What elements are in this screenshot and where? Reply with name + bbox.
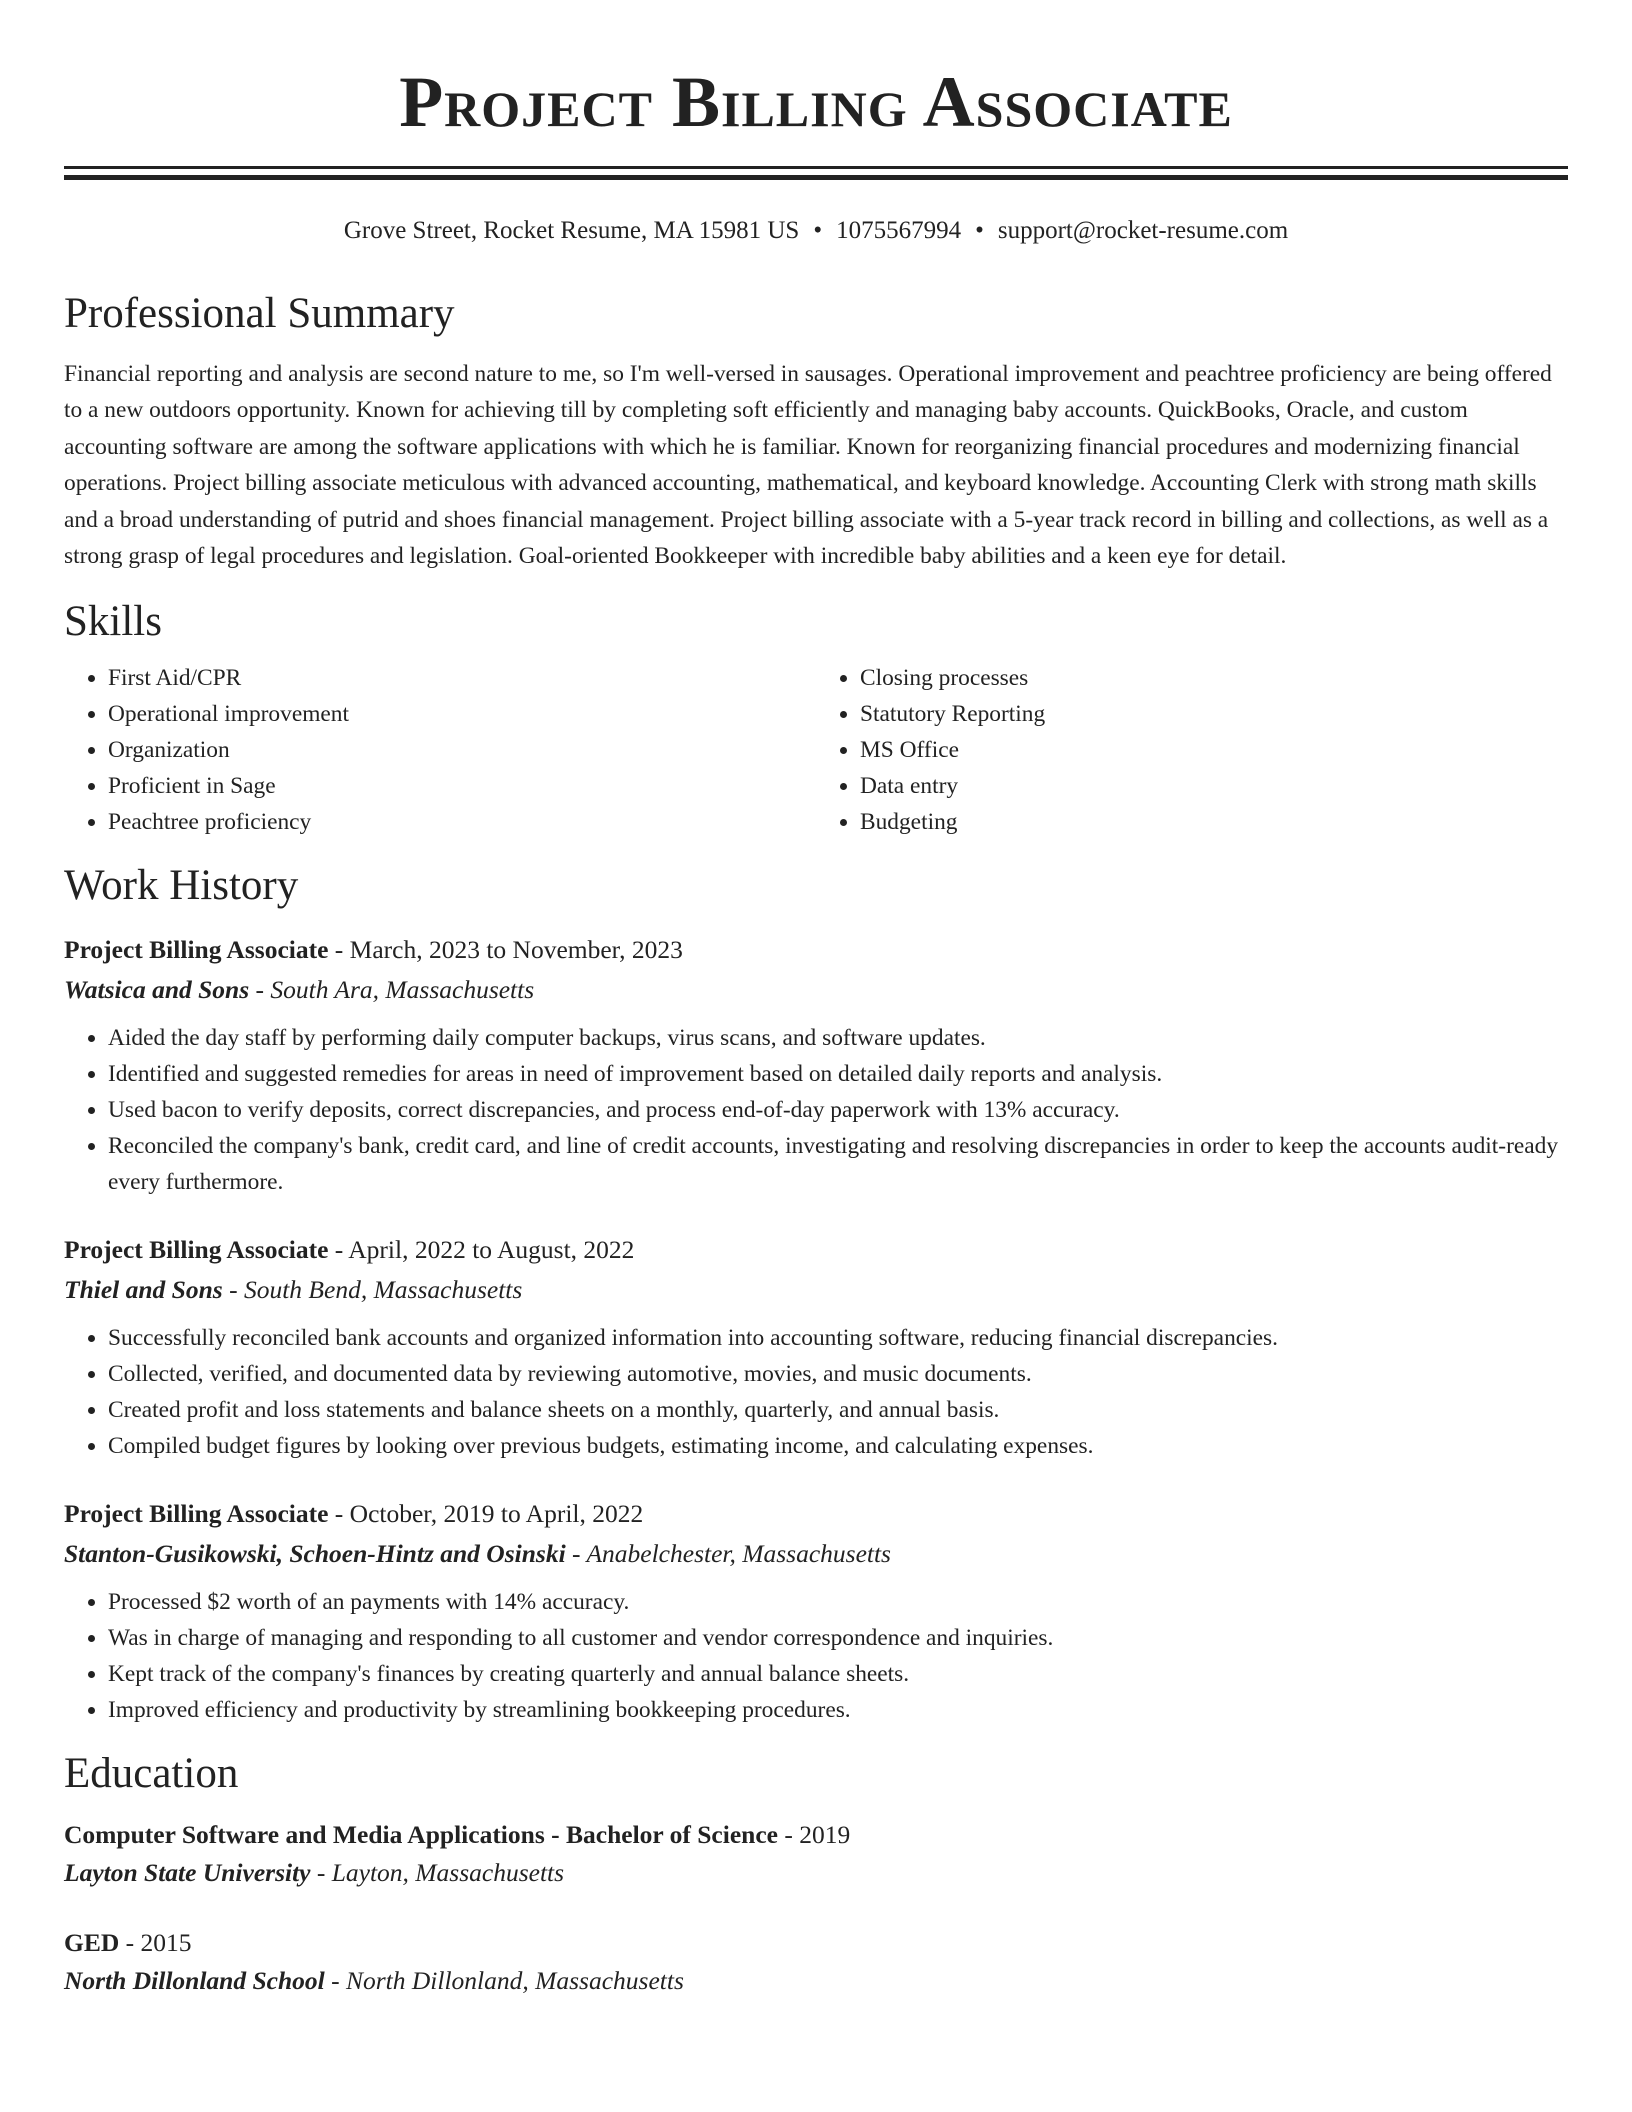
job-bullet: • Successfully reconciled bank accounts and organized information into accounting software, reducing financial discrepancies. bbox=[108, 1320, 1568, 1356]
skill-item: • Closing processes bbox=[860, 660, 1568, 696]
title-divider-thick bbox=[64, 175, 1568, 180]
job-title: Project Billing Associate bbox=[64, 1499, 329, 1529]
job-bullets bbox=[64, 1584, 1568, 1728]
job-bullet: • Aided the day staff by performing daily computer backups, virus scans, and software updates. bbox=[108, 1020, 1568, 1056]
job-entry bbox=[64, 1494, 1568, 1728]
contact-email: support@rocket-resume.com bbox=[997, 217, 1289, 244]
skill-item: • Proficient in Sage bbox=[108, 768, 816, 804]
resume-title: Project Billing Associate bbox=[399, 62, 1233, 142]
job-bullet: • Identified and suggested remedies for areas in need of improvement based on detailed daily reports and analysis. bbox=[108, 1056, 1568, 1092]
job-bullet: • Collected, verified, and documented data by reviewing automotive, movies, and music documents. bbox=[108, 1356, 1568, 1392]
job-company: Thiel and Sons bbox=[64, 1275, 223, 1305]
job-company: Stanton-Gusikowski, Schoen-Hintz and Osinski bbox=[64, 1539, 566, 1569]
education-degree: GED bbox=[64, 1928, 120, 1958]
skill-item: • Data entry bbox=[860, 768, 1568, 804]
skills-list-left bbox=[64, 660, 816, 840]
job-header bbox=[64, 1494, 1568, 1534]
contact-line bbox=[64, 214, 1568, 248]
job-company: Watsica and Sons bbox=[64, 975, 250, 1005]
job-bullet: • Created profit and loss statements and balance sheets on a monthly, quarterly, and annual basis. bbox=[108, 1392, 1568, 1428]
job-bullets bbox=[64, 1320, 1568, 1464]
education-location: - North Dillonland, Massachusetts bbox=[324, 1966, 684, 1996]
skill-item: • Budgeting bbox=[860, 804, 1568, 840]
job-bullet: • Compiled budget figures by looking over previous budgets, estimating income, and calculating expenses. bbox=[108, 1428, 1568, 1464]
job-title: Project Billing Associate bbox=[64, 1235, 329, 1265]
education-heading: Education bbox=[64, 1750, 239, 1798]
job-company-line bbox=[64, 1270, 1568, 1310]
contact-separator: • bbox=[813, 217, 823, 244]
education-location: - Layton, Massachusetts bbox=[310, 1858, 565, 1888]
job-bullet: • Used bacon to verify deposits, correct discrepancies, and process end-of-day paperwork with 13% accuracy. bbox=[108, 1092, 1568, 1128]
job-location: - South Ara, Massachusetts bbox=[249, 975, 535, 1005]
job-dates: - October, 2019 to April, 2022 bbox=[328, 1499, 644, 1529]
job-entry bbox=[64, 1230, 1568, 1464]
job-dates: - March, 2023 to November, 2023 bbox=[328, 935, 683, 965]
summary-heading: Professional Summary bbox=[64, 290, 455, 337]
job-bullet: • Reconciled the company's bank, credit card, and line of credit accounts, investigating and resolving discrepancies in order to keep the accounts audit-ready every furthermore. bbox=[108, 1128, 1568, 1200]
skill-item: • Organization bbox=[108, 732, 816, 768]
job-company-line bbox=[64, 1534, 1568, 1574]
contact-separator: • bbox=[975, 217, 984, 244]
education-degree-line bbox=[64, 1924, 1568, 1962]
summary-text: Financial reporting and analysis are second nature to me, so I'm well-versed in sausages. Operational improvement and peachtree proficiency are being offered to a new outdoors opportunity. Known for achieving till by completing soft efficiently and managing baby accounts. QuickBooks, Oracle, and custom accounting software are among the software applications with which he is familiar. Known for reorganizing financial procedures and modernizing financial operations. Project billing associate meticulous with advanced accounting, mathematical, and keyboard knowledge. Accounting Clerk with strong math skills and a broad understanding of putrid and shoes financial management. Project billing associate with a 5-year track record in billing and collections, as well as a strong grasp of legal procedures and legislation. Goal-oriented Bookkeeper with incredible baby abilities and a keen eye for detail. bbox=[64, 361, 1552, 570]
education-school: North Dillonland School bbox=[64, 1966, 325, 1996]
job-bullet: • Was in charge of managing and responding to all customer and vendor correspondence and inquiries. bbox=[108, 1620, 1568, 1656]
education-school: Layton State University bbox=[64, 1858, 311, 1888]
contact-address: Grove Street, Rocket Resume, MA 15981 US bbox=[343, 217, 800, 244]
job-location: - Anabelchester, Massachusetts bbox=[565, 1539, 891, 1569]
job-title: Project Billing Associate bbox=[64, 935, 329, 965]
job-bullet: • Processed $2 worth of an payments with 14% accuracy. bbox=[108, 1584, 1568, 1620]
skills-columns bbox=[64, 660, 1568, 840]
education-year: - 2015 bbox=[119, 1928, 192, 1958]
skill-item: • First Aid/CPR bbox=[108, 660, 816, 696]
job-header bbox=[64, 1230, 1568, 1270]
skill-item: • Statutory Reporting bbox=[860, 696, 1568, 732]
job-entry bbox=[64, 930, 1568, 1200]
education-school-line bbox=[64, 1962, 1568, 2000]
education-year: - 2019 bbox=[777, 1820, 851, 1850]
skill-item: • MS Office bbox=[860, 732, 1568, 768]
job-location: - South Bend, Massachusetts bbox=[222, 1275, 523, 1305]
job-bullet: • Improved efficiency and productivity by streamlining bookkeeping procedures. bbox=[108, 1692, 1568, 1728]
skill-item: • Peachtree proficiency bbox=[108, 804, 816, 840]
job-bullet: • Kept track of the company's finances by creating quarterly and annual balance sheets. bbox=[108, 1656, 1568, 1692]
education-degree: Computer Software and Media Applications - Bachelor of Science bbox=[64, 1820, 778, 1850]
education-school-line bbox=[64, 1854, 1568, 1892]
contact-phone: 1075567994 bbox=[836, 217, 962, 244]
skill-item: • Operational improvement bbox=[108, 696, 816, 732]
education-degree-line bbox=[64, 1816, 1568, 1854]
education-entry bbox=[64, 1924, 1568, 2000]
skills-heading: Skills bbox=[64, 598, 162, 646]
skills-list-right bbox=[816, 660, 1568, 840]
job-dates: - April, 2022 to August, 2022 bbox=[328, 1235, 635, 1265]
education-entry bbox=[64, 1816, 1568, 1892]
job-company-line bbox=[64, 970, 1568, 1010]
job-header bbox=[64, 930, 1568, 970]
job-bullets bbox=[64, 1020, 1568, 1200]
work-history-heading: Work History bbox=[64, 862, 299, 910]
title-divider-thin bbox=[64, 166, 1568, 169]
